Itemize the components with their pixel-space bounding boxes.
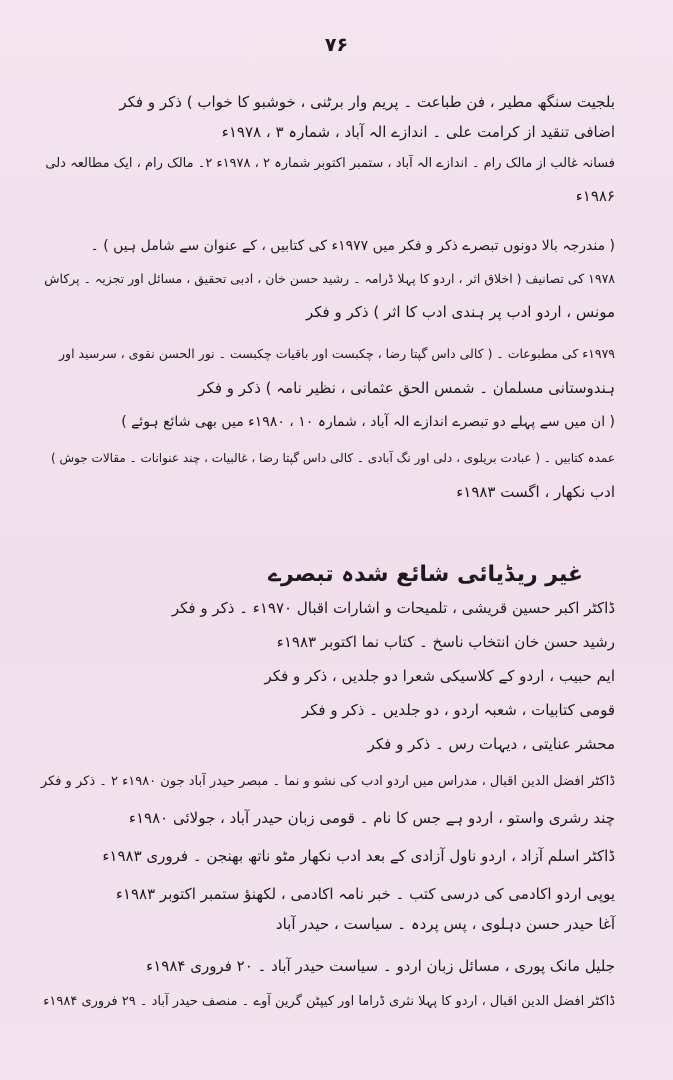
text-line: ڈاکٹر اسلم آزاد ، اردو ناول آزادی کے بعد ادب نکھار مٹو ناتھ بھنجن ۔ فروری ۱۹۸۳ء bbox=[102, 847, 615, 865]
text-line: اضافی تنقید از کرامت علی ۔ اندازے الہ آباد ، شمارہ ۳ ، ۱۹۷۸ء bbox=[221, 123, 615, 141]
text-line: ڈاکٹر افضل الدین اقبال ، اردو کا پہلا نثری ڈراما اور کیپٹن گرین آوے ۔ منصف حیدر آباد ۔ ۲۹ فروری ۱۹۸۴ء bbox=[43, 994, 615, 1009]
text-line: رشید حسن خان انتخاب ناسخ ۔ کتاب نما اکتوبر ۱۹۸۳ء bbox=[276, 633, 615, 651]
text-line: ہندوستانی مسلمان ۔ شمس الحق عثمانی ، نظیر نامہ ) ذکر و فکر bbox=[198, 379, 615, 397]
text-line: ڈاکٹر اکبر حسین قریشی ، تلمیحات و اشارات اقبال ۱۹۷۰ء ۔ ذکر و فکر bbox=[171, 599, 615, 617]
text-line: ( مندرجہ بالا دونوں تبصرے ذکر و فکر میں ۱۹۷۷ء کی کتابیں ، کے عنوان سے شامل ہیں ) ۔ bbox=[90, 238, 615, 254]
text-line: جلیل مانک پوری ، مسائل زبان اردو ۔ سیاست حیدر آباد ۔ ۲۰ فروری ۱۹۸۴ء bbox=[146, 957, 615, 975]
text-line: مونس ، اردو ادب پر ہندی ادب کا اثر ) ذکر و فکر bbox=[305, 303, 615, 321]
page-number: ۷۶ bbox=[324, 34, 349, 56]
text-line: ( ان میں سے پہلے دو تبصرے اندازے الہ آباد ، شمارہ ۱۰ ، ۱۹۸۰ء میں بھی شائع ہوئے ) bbox=[121, 414, 615, 430]
text-line: چند رشری واستو ، اردو ہے جس کا نام ۔ قومی زبان حیدر آباد ، جولائی ۱۹۸۰ء bbox=[128, 809, 615, 827]
text-line: ادب نکھار ، اگست ۱۹۸۳ء bbox=[456, 483, 615, 501]
text-line: ۱۹۷۸ کی تصانیف ( اخلاق اثر ، اردو کا پہلا ڈرامہ ۔ رشید حسن خان ، ادبی تحقیق ، مسائل اور تجزیہ ۔ پرکاش bbox=[44, 271, 615, 286]
text-line: ڈاکٹر افضل الدین اقبال ، مدراس میں اردو ادب کی نشو و نما ۔ مبصر حیدر آباد جون ۱۹۸۰ء ۲ ۔ ذکر و فکر bbox=[40, 774, 615, 789]
text-line: ۱۹۸۶ء bbox=[575, 187, 615, 205]
text-line: محشر عنایتی ، دیہات رس ۔ ذکر و فکر bbox=[367, 735, 615, 753]
text-line: یوپی اردو اکادمی کی درسی کتب ۔ خبر نامہ اکادمی ، لکھنؤ ستمبر اکتوبر ۱۹۸۳ء bbox=[115, 885, 615, 903]
text-line: فسانہ غالب از مالک رام ۔ اندازے الہ آباد ، ستمبر اکتوبر شمارہ ۲ ، ۱۹۷۸ء ۲۔ مالک رام ، ایک مطالعہ دلی bbox=[45, 156, 615, 171]
section-heading: غیر ریڈیائی شائع شدہ تبصرے bbox=[268, 562, 583, 587]
text-line: بلجیت سنگھ مطیر ، فن طباعت ۔ پریم وار برٹنی ، خوشبو کا خواب ) ذکر و فکر bbox=[119, 93, 615, 111]
text-line: عمدہ کتابیں ۔ ( عبادت بریلوی ، دلی اور نگ آبادی ۔ کالی داس گپتا رضا ، غالبیات ، چند عنوانات ۔ مقالات جوش ) bbox=[50, 451, 615, 465]
text-line: ایم حبیب ، اردو کے کلاسیکی شعرا دو جلدیں ، ذکر و فکر bbox=[264, 667, 615, 685]
text-line: ۱۹۷۹ء کی مطبوعات ۔ ( کالی داس گپتا رضا ، چکبست اور باقیات چکبست ۔ نور الحسن نقوی ، سرسید اور bbox=[59, 346, 615, 361]
text-line: قومی کتابیات ، شعبہ اردو ، دو جلدیں ۔ ذکر و فکر bbox=[301, 701, 615, 719]
text-line: آغا حیدر حسن دہلوی ، پس پردہ ۔ سیاست ، حیدر آباد bbox=[275, 915, 615, 933]
